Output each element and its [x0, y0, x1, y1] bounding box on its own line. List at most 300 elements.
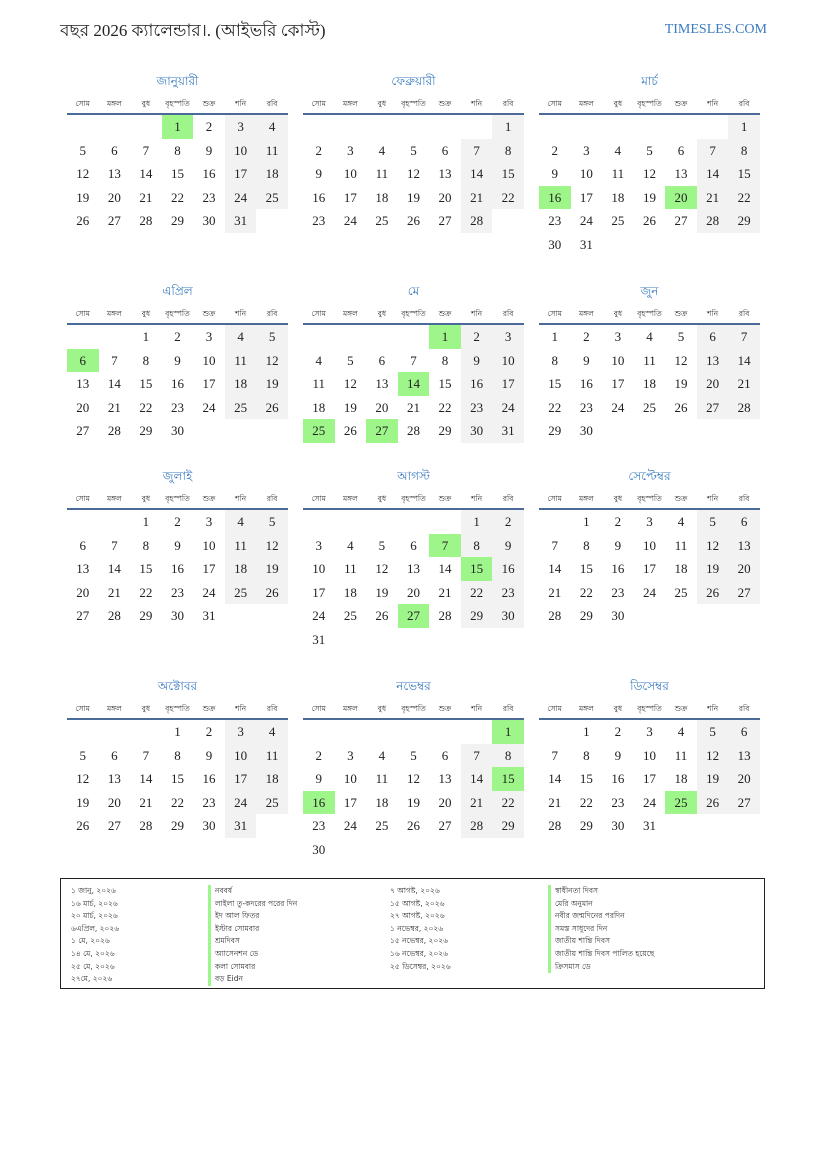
day-cell[interactable]: 29	[461, 604, 493, 628]
day-cell[interactable]: 28	[107, 423, 121, 438]
day-cell[interactable]: 30	[611, 818, 625, 833]
day-cell[interactable]: 22	[579, 794, 593, 810]
day-cell[interactable]: 30	[202, 818, 216, 833]
day-cell[interactable]: 26	[76, 818, 90, 833]
day-cell[interactable]: 20	[438, 794, 452, 810]
day-cell[interactable]: 15	[579, 771, 593, 786]
day-cell[interactable]: 21	[548, 794, 562, 810]
day-cell[interactable]: 21	[697, 186, 729, 210]
day-cell[interactable]: 24	[492, 396, 524, 420]
day-cell[interactable]: 15	[438, 376, 452, 391]
day-cell[interactable]: 26	[375, 608, 389, 623]
day-cell[interactable]: 19	[375, 584, 389, 600]
day-cell[interactable]: 1	[142, 514, 150, 529]
day-cell[interactable]: 12	[697, 744, 729, 768]
day-cell[interactable]: 19	[406, 189, 420, 205]
day-cell[interactable]: 23	[202, 189, 216, 205]
day-cell[interactable]: 29	[139, 423, 153, 438]
day-cell[interactable]: 11	[611, 166, 625, 181]
day-cell[interactable]: 21	[438, 584, 452, 600]
day-cell[interactable]: 31	[202, 608, 216, 623]
day-cell[interactable]: 29	[728, 209, 760, 233]
day-cell[interactable]: 27	[728, 791, 760, 815]
day-cell[interactable]: 11	[256, 744, 288, 768]
day-cell[interactable]: 4	[677, 514, 685, 529]
day-cell[interactable]: 7	[111, 352, 118, 368]
day-cell[interactable]: 5	[410, 142, 417, 158]
day-cell[interactable]: 23	[170, 584, 184, 600]
day-cell[interactable]: 23	[202, 794, 216, 810]
holiday-day-cell[interactable]: 27	[398, 604, 430, 628]
day-cell[interactable]: 28	[461, 209, 493, 233]
day-cell[interactable]: 13	[375, 376, 389, 391]
day-cell[interactable]: 17	[225, 162, 257, 186]
day-cell[interactable]: 21	[139, 189, 153, 205]
day-cell[interactable]: 19	[697, 557, 729, 581]
day-cell[interactable]: 10	[492, 349, 524, 373]
day-cell[interactable]: 21	[461, 186, 493, 210]
day-cell[interactable]: 3	[347, 142, 354, 158]
day-cell[interactable]: 10	[343, 166, 357, 181]
day-cell[interactable]: 11	[344, 561, 357, 576]
day-cell[interactable]: 5	[256, 325, 288, 349]
day-cell[interactable]: 21	[107, 399, 121, 415]
day-cell[interactable]: 16	[461, 372, 493, 396]
day-cell[interactable]: 10	[202, 537, 216, 553]
day-cell[interactable]: 22	[728, 186, 760, 210]
day-cell[interactable]: 16	[202, 771, 216, 786]
day-cell[interactable]: 10	[312, 561, 326, 576]
day-cell[interactable]: 26	[406, 818, 420, 833]
day-cell[interactable]: 1	[551, 329, 559, 344]
day-cell[interactable]: 30	[170, 423, 184, 438]
day-cell[interactable]: 7	[410, 352, 417, 368]
day-cell[interactable]: 16	[312, 189, 326, 205]
day-cell[interactable]: 22	[579, 584, 593, 600]
day-cell[interactable]: 26	[343, 423, 357, 438]
day-cell[interactable]: 13	[107, 166, 121, 181]
day-cell[interactable]: 29	[492, 814, 524, 838]
day-cell[interactable]: 19	[697, 767, 729, 791]
day-cell[interactable]: 11	[674, 747, 688, 763]
day-cell[interactable]: 6	[697, 325, 729, 349]
day-cell[interactable]: 3	[583, 142, 590, 158]
day-cell[interactable]: 13	[728, 744, 760, 768]
day-cell[interactable]: 14	[107, 376, 121, 391]
day-cell[interactable]: 10	[579, 166, 593, 181]
day-cell[interactable]: 6	[410, 537, 417, 553]
holiday-day-cell[interactable]: 25	[665, 791, 697, 815]
day-cell[interactable]: 15	[170, 771, 184, 786]
day-cell[interactable]: 17	[225, 767, 257, 791]
day-cell[interactable]: 17	[202, 376, 216, 391]
day-cell[interactable]: 24	[642, 584, 656, 600]
day-cell[interactable]: 24	[202, 584, 216, 600]
day-cell[interactable]: 31	[492, 419, 524, 443]
day-cell[interactable]: 18	[256, 162, 288, 186]
day-cell[interactable]: 11	[375, 166, 389, 181]
day-cell[interactable]: 6	[677, 142, 685, 158]
day-cell[interactable]: 16	[492, 557, 524, 581]
day-cell[interactable]: 20	[438, 189, 452, 205]
day-cell[interactable]: 12	[406, 771, 420, 786]
day-cell[interactable]: 25	[343, 608, 357, 623]
day-cell[interactable]: 3	[614, 329, 622, 344]
day-cell[interactable]: 23	[170, 399, 184, 415]
day-cell[interactable]: 8	[583, 537, 590, 553]
day-cell[interactable]: 8	[174, 747, 181, 763]
day-cell[interactable]: 23	[461, 396, 493, 420]
day-cell[interactable]: 7	[461, 744, 493, 768]
day-cell[interactable]: 30	[202, 213, 216, 228]
day-cell[interactable]: 21	[461, 791, 493, 815]
day-cell[interactable]: 20	[406, 584, 420, 600]
day-cell[interactable]: 9	[174, 352, 181, 368]
day-cell[interactable]: 4	[225, 510, 257, 534]
day-cell[interactable]: 21	[107, 584, 121, 600]
day-cell[interactable]: 9	[492, 534, 524, 558]
day-cell[interactable]: 28	[697, 209, 729, 233]
holiday-day-cell[interactable]: 16	[303, 791, 335, 815]
day-cell[interactable]: 18	[642, 376, 656, 391]
day-cell[interactable]: 13	[697, 349, 729, 373]
day-cell[interactable]: 31	[225, 209, 257, 233]
day-cell[interactable]: 4	[378, 142, 386, 158]
day-cell[interactable]: 29	[438, 423, 452, 438]
day-cell[interactable]: 20	[697, 372, 729, 396]
day-cell[interactable]: 6	[111, 142, 118, 158]
day-cell[interactable]: 18	[312, 399, 326, 415]
day-cell[interactable]: 5	[378, 537, 386, 553]
day-cell[interactable]: 24	[343, 818, 357, 833]
day-cell[interactable]: 16	[611, 771, 625, 786]
day-cell[interactable]: 13	[438, 771, 452, 786]
day-cell[interactable]: 22	[438, 399, 452, 415]
day-cell[interactable]: 25	[674, 584, 688, 600]
day-cell[interactable]: 3	[646, 724, 653, 739]
holiday-day-cell[interactable]: 6	[67, 349, 99, 373]
day-cell[interactable]: 18	[375, 189, 389, 205]
day-cell[interactable]: 14	[461, 162, 493, 186]
day-cell[interactable]: 6	[728, 510, 760, 534]
day-cell[interactable]: 27	[107, 213, 121, 228]
day-cell[interactable]: 10	[642, 747, 656, 763]
day-cell[interactable]: 13	[107, 771, 121, 786]
day-cell[interactable]: 5	[410, 747, 417, 763]
day-cell[interactable]: 29	[579, 608, 593, 623]
day-cell[interactable]: 9	[205, 142, 213, 158]
day-cell[interactable]: 3	[225, 720, 257, 744]
day-cell[interactable]: 22	[461, 581, 493, 605]
day-cell[interactable]: 30	[312, 841, 326, 857]
day-cell[interactable]: 24	[343, 213, 357, 228]
day-cell[interactable]: 13	[728, 534, 760, 558]
day-cell[interactable]: 3	[205, 514, 213, 529]
day-cell[interactable]: 14	[139, 166, 153, 181]
day-cell[interactable]: 19	[406, 794, 420, 810]
day-cell[interactable]: 23	[492, 581, 524, 605]
day-cell[interactable]: 15	[139, 376, 153, 391]
day-cell[interactable]: 24	[642, 794, 656, 810]
day-cell[interactable]: 16	[611, 561, 625, 576]
day-cell[interactable]: 8	[461, 534, 493, 558]
day-cell[interactable]: 5	[677, 329, 685, 344]
day-cell[interactable]: 22	[139, 399, 153, 415]
day-cell[interactable]: 22	[492, 186, 524, 210]
day-cell[interactable]: 27	[674, 213, 688, 228]
day-cell[interactable]: 9	[315, 166, 323, 181]
day-cell[interactable]: 4	[646, 329, 653, 344]
day-cell[interactable]: 17	[642, 561, 656, 576]
day-cell[interactable]: 25	[375, 818, 389, 833]
day-cell[interactable]: 30	[548, 236, 562, 252]
day-cell[interactable]: 24	[611, 399, 625, 415]
day-cell[interactable]: 14	[139, 771, 153, 786]
day-cell[interactable]: 23	[579, 399, 593, 415]
day-cell[interactable]: 5	[79, 142, 87, 158]
day-cell[interactable]: 19	[642, 189, 656, 205]
day-cell[interactable]: 28	[548, 818, 562, 833]
day-cell[interactable]: 24	[312, 608, 326, 623]
day-cell[interactable]: 3	[347, 747, 354, 763]
day-cell[interactable]: 5	[79, 747, 87, 763]
day-cell[interactable]: 2	[551, 142, 559, 158]
day-cell[interactable]: 9	[315, 771, 323, 786]
day-cell[interactable]: 8	[142, 352, 150, 368]
day-cell[interactable]: 2	[205, 119, 213, 134]
day-cell[interactable]: 14	[548, 561, 562, 576]
day-cell[interactable]: 14	[728, 349, 760, 373]
day-cell[interactable]: 4	[378, 747, 386, 763]
day-cell[interactable]: 3	[315, 537, 323, 553]
day-cell[interactable]: 20	[107, 189, 121, 205]
day-cell[interactable]: 11	[674, 537, 688, 553]
day-cell[interactable]: 7	[111, 537, 118, 553]
day-cell[interactable]: 26	[256, 581, 288, 605]
day-cell[interactable]: 8	[492, 139, 524, 163]
day-cell[interactable]: 9	[614, 747, 622, 763]
day-cell[interactable]: 21	[406, 399, 420, 415]
day-cell[interactable]: 14	[461, 767, 493, 791]
day-cell[interactable]: 3	[225, 115, 257, 139]
day-cell[interactable]: 26	[406, 213, 420, 228]
day-cell[interactable]: 14	[697, 162, 729, 186]
day-cell[interactable]: 4	[256, 115, 288, 139]
day-cell[interactable]: 22	[492, 791, 524, 815]
day-cell[interactable]: 26	[674, 399, 688, 415]
day-cell[interactable]: 2	[583, 329, 590, 344]
day-cell[interactable]: 11	[375, 771, 389, 786]
day-cell[interactable]: 9	[583, 352, 590, 368]
day-cell[interactable]: 26	[256, 396, 288, 420]
day-cell[interactable]: 1	[583, 724, 590, 739]
day-cell[interactable]: 4	[225, 325, 257, 349]
day-cell[interactable]: 11	[225, 349, 257, 373]
day-cell[interactable]: 3	[205, 329, 213, 344]
day-cell[interactable]: 16	[170, 561, 184, 576]
day-cell[interactable]: 8	[583, 747, 590, 763]
day-cell[interactable]: 25	[375, 213, 389, 228]
day-cell[interactable]: 17	[343, 794, 357, 810]
day-cell[interactable]: 4	[256, 720, 288, 744]
day-cell[interactable]: 13	[406, 561, 420, 576]
day-cell[interactable]: 28	[139, 213, 153, 228]
day-cell[interactable]: 28	[438, 608, 452, 623]
day-cell[interactable]: 28	[107, 608, 121, 623]
day-cell[interactable]: 13	[674, 166, 688, 181]
day-cell[interactable]: 27	[438, 213, 452, 228]
day-cell[interactable]: 13	[76, 376, 90, 391]
day-cell[interactable]: 3	[492, 325, 524, 349]
holiday-day-cell[interactable]: 14	[398, 372, 430, 396]
day-cell[interactable]: 7	[551, 537, 559, 553]
day-cell[interactable]: 1	[492, 115, 524, 139]
day-cell[interactable]: 25	[611, 213, 625, 228]
day-cell[interactable]: 21	[139, 794, 153, 810]
day-cell[interactable]: 25	[256, 791, 288, 815]
day-cell[interactable]: 15	[170, 166, 184, 181]
day-cell[interactable]: 17	[312, 584, 326, 600]
day-cell[interactable]: 18	[674, 771, 688, 786]
site-link[interactable]: TIMESLES.COM	[664, 22, 767, 37]
day-cell[interactable]: 18	[225, 557, 257, 581]
day-cell[interactable]: 4	[347, 537, 354, 553]
holiday-day-cell[interactable]: 25	[303, 419, 335, 443]
day-cell[interactable]: 20	[107, 794, 121, 810]
day-cell[interactable]: 6	[378, 352, 386, 368]
day-cell[interactable]: 15	[579, 561, 593, 576]
day-cell[interactable]: 2	[492, 510, 524, 534]
day-cell[interactable]: 9	[461, 349, 493, 373]
day-cell[interactable]: 9	[614, 537, 622, 553]
day-cell[interactable]: 14	[107, 561, 121, 576]
day-cell[interactable]: 4	[614, 142, 622, 158]
day-cell[interactable]: 18	[674, 561, 688, 576]
day-cell[interactable]: 21	[728, 372, 760, 396]
day-cell[interactable]: 11	[643, 352, 656, 368]
day-cell[interactable]: 26	[697, 791, 729, 815]
day-cell[interactable]: 12	[406, 166, 420, 181]
day-cell[interactable]: 5	[697, 720, 729, 744]
day-cell[interactable]: 5	[256, 510, 288, 534]
day-cell[interactable]: 1	[461, 510, 493, 534]
day-cell[interactable]: 23	[548, 213, 562, 228]
day-cell[interactable]: 12	[674, 352, 688, 368]
day-cell[interactable]: 18	[225, 372, 257, 396]
day-cell[interactable]: 13	[438, 166, 452, 181]
day-cell[interactable]: 24	[225, 186, 257, 210]
day-cell[interactable]: 28	[406, 423, 420, 438]
day-cell[interactable]: 29	[170, 213, 184, 228]
day-cell[interactable]: 27	[76, 608, 90, 623]
day-cell[interactable]: 2	[174, 329, 181, 344]
day-cell[interactable]: 8	[728, 139, 760, 163]
day-cell[interactable]: 6	[441, 142, 449, 158]
day-cell[interactable]: 27	[697, 396, 729, 420]
day-cell[interactable]: 31	[642, 818, 656, 833]
day-cell[interactable]: 8	[142, 537, 150, 553]
day-cell[interactable]: 17	[492, 372, 524, 396]
day-cell[interactable]: 7	[551, 747, 559, 763]
day-cell[interactable]: 22	[548, 399, 562, 415]
day-cell[interactable]: 31	[225, 814, 257, 838]
holiday-day-cell[interactable]: 1	[429, 325, 461, 349]
day-cell[interactable]: 16	[202, 166, 216, 181]
day-cell[interactable]: 11	[312, 376, 326, 391]
day-cell[interactable]: 26	[76, 213, 90, 228]
day-cell[interactable]: 25	[225, 581, 257, 605]
holiday-day-cell[interactable]: 15	[461, 557, 493, 581]
day-cell[interactable]: 12	[343, 376, 357, 391]
day-cell[interactable]: 17	[202, 561, 216, 576]
day-cell[interactable]: 5	[646, 142, 653, 158]
day-cell[interactable]: 8	[441, 352, 449, 368]
day-cell[interactable]: 9	[551, 166, 559, 181]
day-cell[interactable]: 30	[611, 608, 625, 623]
day-cell[interactable]: 26	[697, 581, 729, 605]
day-cell[interactable]: 13	[76, 561, 90, 576]
holiday-day-cell[interactable]: 16	[539, 186, 571, 210]
day-cell[interactable]: 7	[142, 142, 150, 158]
day-cell[interactable]: 7	[142, 747, 150, 763]
day-cell[interactable]: 15	[548, 376, 562, 391]
day-cell[interactable]: 22	[170, 794, 184, 810]
day-cell[interactable]: 19	[76, 794, 90, 810]
day-cell[interactable]: 2	[174, 514, 181, 529]
day-cell[interactable]: 25	[642, 399, 656, 415]
day-cell[interactable]: 8	[174, 142, 181, 158]
day-cell[interactable]: 25	[225, 396, 257, 420]
day-cell[interactable]: 15	[139, 561, 153, 576]
day-cell[interactable]: 1	[142, 329, 150, 344]
day-cell[interactable]: 20	[375, 399, 389, 415]
day-cell[interactable]: 17	[642, 771, 656, 786]
day-cell[interactable]: 26	[642, 213, 656, 228]
day-cell[interactable]: 29	[548, 423, 562, 438]
holiday-day-cell[interactable]: 20	[665, 186, 697, 210]
day-cell[interactable]: 28	[461, 814, 493, 838]
day-cell[interactable]: 14	[438, 561, 452, 576]
day-cell[interactable]: 24	[579, 213, 593, 228]
day-cell[interactable]: 20	[76, 399, 90, 415]
day-cell[interactable]: 5	[347, 352, 354, 368]
day-cell[interactable]: 2	[614, 724, 622, 739]
day-cell[interactable]: 10	[202, 352, 216, 368]
day-cell[interactable]: 17	[579, 189, 593, 205]
day-cell[interactable]: 18	[375, 794, 389, 810]
day-cell[interactable]: 10	[225, 139, 257, 163]
day-cell[interactable]: 22	[139, 584, 153, 600]
day-cell[interactable]: 12	[256, 534, 288, 558]
day-cell[interactable]: 28	[728, 396, 760, 420]
day-cell[interactable]: 14	[548, 771, 562, 786]
day-cell[interactable]: 12	[697, 534, 729, 558]
day-cell[interactable]: 12	[76, 166, 90, 181]
day-cell[interactable]: 1	[583, 514, 590, 529]
day-cell[interactable]: 10	[642, 537, 656, 553]
holiday-day-cell[interactable]: 27	[366, 419, 398, 443]
day-cell[interactable]: 18	[343, 584, 357, 600]
day-cell[interactable]: 19	[256, 557, 288, 581]
day-cell[interactable]: 23	[312, 818, 326, 833]
day-cell[interactable]: 1	[728, 115, 760, 139]
day-cell[interactable]: 9	[174, 537, 181, 553]
day-cell[interactable]: 18	[611, 189, 625, 205]
day-cell[interactable]: 11	[256, 139, 288, 163]
day-cell[interactable]: 30	[461, 419, 493, 443]
day-cell[interactable]: 7	[461, 139, 493, 163]
day-cell[interactable]: 15	[728, 162, 760, 186]
